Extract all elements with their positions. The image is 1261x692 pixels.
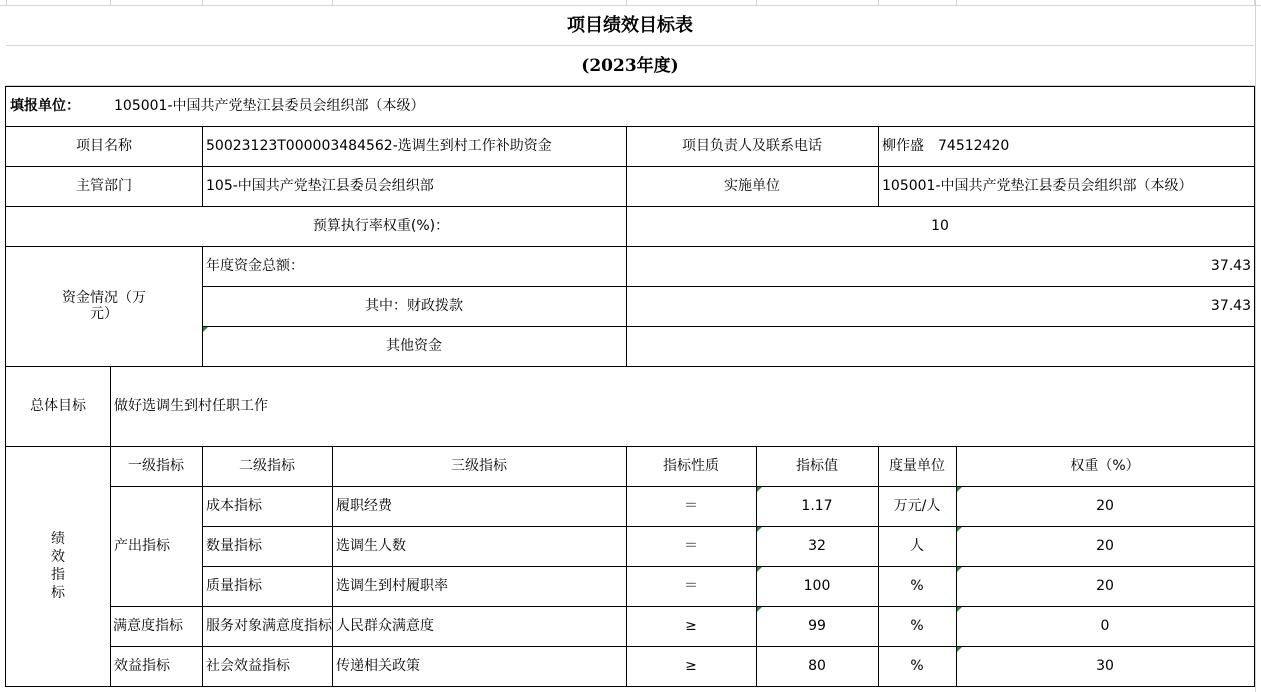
header-level2: 二级指标	[239, 458, 295, 474]
row-l2: 社会效益指标	[206, 658, 290, 674]
row-l2: 数量指标	[206, 538, 262, 554]
goal-value[interactable]: 做好选调生到村任职工作	[114, 398, 268, 414]
header-weight: 权重（%）	[1070, 458, 1140, 474]
project-name-value[interactable]: 50023123T000003484562-选调生到村工作补助资金	[206, 138, 552, 154]
impl-value[interactable]: 105001-中国共产党垫江县委员会组织部（本级）	[882, 178, 1193, 194]
cell-indicator-mark	[757, 607, 762, 612]
cell-indicator-mark	[957, 647, 962, 652]
row-l2: 成本指标	[206, 498, 262, 514]
header-unit: 度量单位	[889, 458, 945, 474]
funds-fiscal-label: 其中：财政拨款	[365, 298, 463, 314]
cell-indicator-mark	[757, 487, 762, 492]
header-nature: 指标性质	[663, 458, 719, 474]
unit-value[interactable]: 105001-中国共产党垫江县委员会组织部（本级）	[114, 98, 425, 114]
row-unit[interactable]: %	[910, 578, 924, 594]
budget-weight-label: 预算执行率权重(%)：	[312, 218, 450, 234]
row-l2: 质量指标	[206, 578, 262, 594]
header-level3: 三级指标	[451, 458, 507, 474]
row-op[interactable]: ≥	[685, 658, 697, 674]
perf-char: 标	[51, 585, 65, 601]
funds-other-label: 其他资金	[386, 338, 442, 354]
perf-char: 指	[51, 567, 65, 583]
row-weight[interactable]: 20	[1096, 538, 1114, 554]
row-op[interactable]: ＝	[684, 538, 698, 554]
funds-total-label: 年度资金总额：	[206, 258, 304, 274]
row-value[interactable]: 1.17	[801, 498, 833, 514]
dept-value[interactable]: 105-中国共产党垫江县委员会组织部	[206, 178, 434, 194]
row-unit[interactable]: %	[910, 618, 924, 634]
row-weight[interactable]: 20	[1096, 578, 1114, 594]
row-l2: 服务对象满意度指标	[206, 617, 332, 634]
row-op[interactable]: ≥	[685, 618, 697, 634]
row-op[interactable]: ＝	[684, 578, 698, 594]
perf-char: 效	[51, 549, 65, 565]
row-l3[interactable]: 传递相关政策	[336, 658, 420, 674]
year-subtitle: (2023年度)	[581, 56, 679, 76]
row-value[interactable]: 100	[803, 578, 831, 594]
group-satisfaction: 满意度指标	[113, 618, 183, 634]
row-weight[interactable]: 0	[1100, 618, 1110, 634]
row-l3[interactable]: 选调生到村履职率	[336, 578, 448, 594]
row-unit[interactable]: 人	[910, 538, 924, 554]
row-unit[interactable]: 万元/人	[893, 498, 941, 514]
row-l3[interactable]: 选调生人数	[336, 538, 406, 554]
unit-label: 填报单位：	[10, 98, 80, 114]
header-value: 指标值	[796, 458, 838, 474]
cell-indicator-mark	[957, 567, 962, 572]
row-unit[interactable]: %	[910, 658, 924, 674]
cell-indicator-mark	[957, 487, 962, 492]
budget-weight-value[interactable]: 10	[931, 218, 949, 234]
grid-line	[1255, 0, 1256, 692]
table-border	[5, 686, 1255, 687]
grid-line	[1254, 0, 1255, 6]
performance-indicators-label	[6, 446, 110, 686]
funds-other-value[interactable]	[626, 326, 1254, 366]
row-value[interactable]: 99	[808, 618, 826, 634]
cell-indicator-mark	[957, 527, 962, 532]
goal-label: 总体目标	[30, 398, 86, 414]
dept-label: 主管部门	[76, 178, 132, 194]
cell-indicator-mark	[957, 607, 962, 612]
header-level1: 一级指标	[128, 458, 184, 474]
row-l3[interactable]: 履职经费	[336, 498, 392, 514]
cell-indicator-mark	[757, 567, 762, 572]
impl-label: 实施单位	[724, 178, 780, 194]
row-weight[interactable]: 20	[1096, 498, 1114, 514]
table-title: 项目绩效目标表	[567, 15, 693, 36]
perf-char: 绩	[51, 531, 65, 547]
leader-label: 项目负责人及联系电话	[682, 138, 822, 154]
row-l3[interactable]: 人民群众满意度	[336, 618, 434, 634]
group-output: 产出指标	[114, 538, 170, 554]
row-value[interactable]: 32	[808, 538, 826, 554]
row-op[interactable]: ＝	[684, 498, 698, 514]
cell-indicator-mark	[203, 327, 208, 332]
row-weight[interactable]: 30	[1096, 658, 1114, 674]
funds-fiscal-value[interactable]: 37.43	[1210, 298, 1251, 314]
row-value[interactable]: 80	[808, 658, 826, 674]
group-benefit: 效益指标	[114, 658, 170, 674]
funds-total-value[interactable]: 37.43	[1210, 258, 1251, 274]
cell-indicator-mark	[757, 527, 762, 532]
project-name-label: 项目名称	[76, 138, 132, 154]
funds-label: 资金情况（万元）	[62, 290, 146, 322]
leader-value[interactable]: 柳作盛 74512420	[882, 138, 1010, 154]
